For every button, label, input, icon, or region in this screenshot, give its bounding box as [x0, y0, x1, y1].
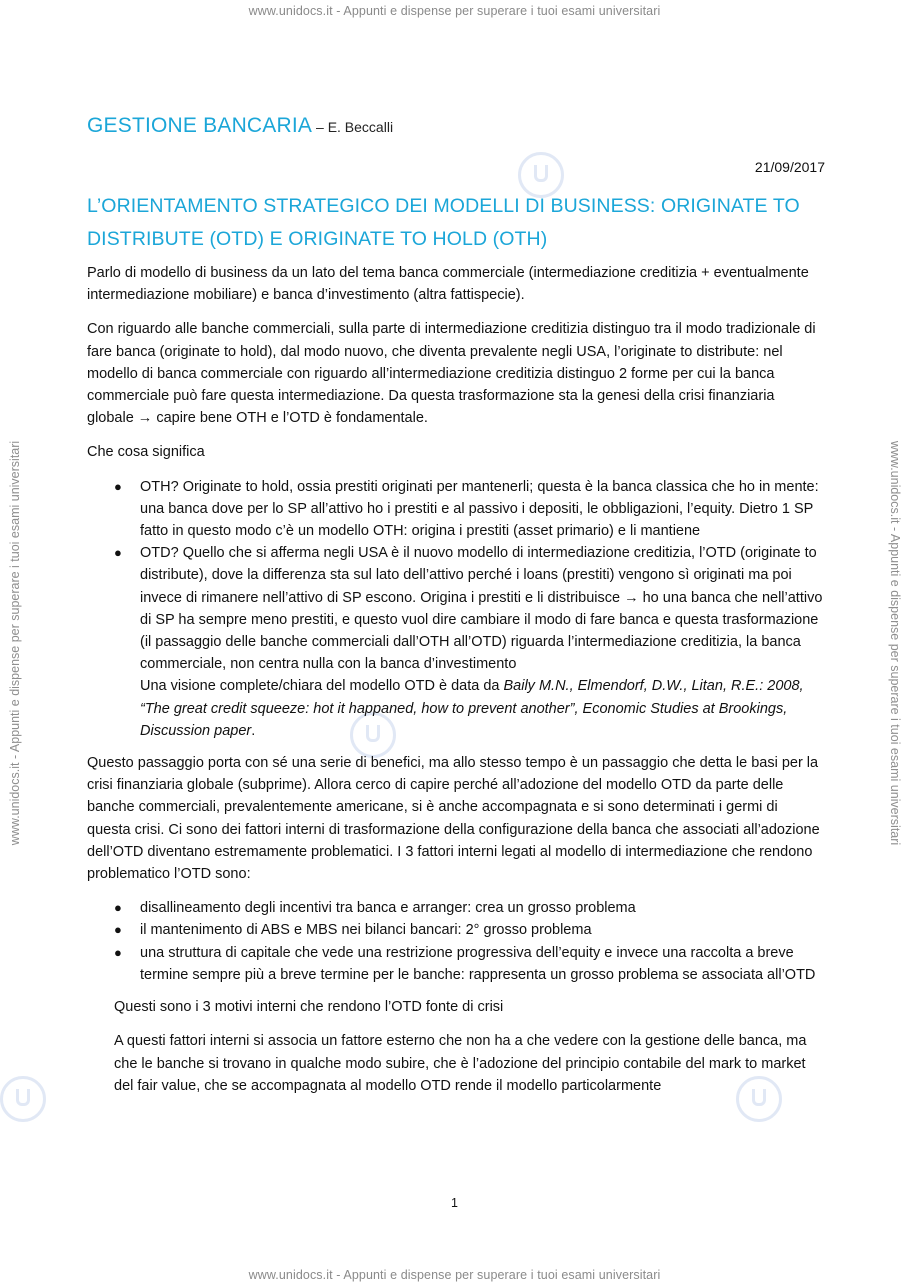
section-heading: L’ORIENTAMENTO STRATEGICO DEI MODELLI DI BUSINESS: ORIGINATE TO DISTRIBUTE (OTD) E ORIGINATE TO HOLD (OTH) [87, 195, 800, 250]
paragraph-3: Che cosa significa [87, 444, 205, 461]
paragraph-1: Parlo di modello di business da un lato del tema banca commerciale (intermediazione creditizia + eventualmente intermediazione mobiliare) e banca d’investimento (altra fattispecie). [87, 265, 809, 304]
list-item [114, 542, 825, 742]
paragraph-6: A questi fattori interni si associa un fattore esterno che non ha a che vedere con la gestione delle banca, ma che le banche si trovano in qualche modo subire, che è l’adozione del principio contabile del mark to market del fair value, che se accompagnata al modello OTD rende il modello particolarmente [114, 1033, 807, 1094]
reference-citation: Baily M.N., Elmendorf, D.W., Litan, R.E.: 2008, “The great credit squeeze: hot it happaned, how to prevent another”, Economic Studies at Brookings, Discussion paper [140, 678, 804, 739]
list-item [114, 897, 825, 919]
unidocs-logo-icon [0, 1076, 46, 1122]
title-main: GESTIONE BANCARIA [87, 114, 313, 137]
bullet-icon: ● [114, 478, 122, 494]
list-item [114, 919, 825, 941]
reference-end: . [251, 722, 256, 739]
reference-intro: Una visione complete/chiara del modello OTD è data da [140, 678, 504, 695]
list-item-text: OTD? Quello che si afferma negli USA è il nuovo modello di intermediazione creditizia, l’OTD (originate to distribute), dove la differenza sta sul lato dell’attivo perché i loans (prestiti) vengono sì originati ma poi invece di rimanere nell’attivo di SP escono. Origina i prestiti e li distribuisce → ho una banca che nell’attivo di SP ha sempre meno prestiti, e questo vuol dire cambiare il modo di fare banca e questa trasformazione (il passaggio delle banche commerciali dall’OTH all’OTD) riguarda l’intermediazione creditizia, la banca commerciale, non centra nulla con la banca d’investimento [140, 545, 823, 673]
document-date: 21/09/2017 [754, 159, 825, 175]
list-oth-otd [87, 476, 825, 742]
list-item-text: OTH? Originate to hold, ossia prestiti originati per mantenerli; questa è la banca classica che ho in mente: una banca dove per lo SP all’attivo ho i prestiti e al passivo i depositi, le obbligazioni, l’equity. Dietro 1 SP fatto in questo modo c’è un modello OTH: origina i prestiti (asset primario) e li mantiene [140, 478, 819, 540]
bullet-icon: ● [114, 545, 122, 561]
watermark-right: www.unidocs.it - Appunti e dispense per superare i tuoi esami universitari [888, 440, 902, 846]
list-item [114, 476, 825, 543]
list-item [114, 942, 825, 986]
bullet-icon: ● [114, 922, 122, 938]
watermark-left: www.unidocs.it - Appunti e dispense per superare i tuoi esami universitari [8, 440, 22, 846]
watermark-bottom: www.unidocs.it - Appunti e dispense per superare i tuoi esami universitari [248, 1268, 661, 1282]
bullet-icon: ● [114, 944, 122, 960]
paragraph-4: Questo passaggio porta con sé una serie di benefici, ma allo stesso tempo è un passaggio che detta le basi per la crisi finanziaria globale (subprime). Allora cerco di capire perché all’adozione del modello OTD da parte delle banche commerciali, prevalentemente americane, si è anche accompagnata e si sono determinati i germi di questa crisi. Ci sono dei fattori interni di trasformazione della configurazione della banca che associati all’adozione dell’OTD diventano estremamente problematici. I 3 fattori interni legati al modello di intermediazione che rendono problematico l’OTD sono: [87, 755, 820, 883]
paragraph-5: Questi sono i 3 motivi interni che rendono l’OTD fonte di crisi [114, 999, 504, 1016]
list-item-text: disallineamento degli incentivi tra banca e arranger: crea un grosso problema [140, 900, 636, 917]
paragraph-2: Con riguardo alle banche commerciali, sulla parte di intermediazione creditizia distinguo tra il modo tradizionale di fare banca (originate to hold), dal modo nuovo, che diventa prevalente negli USA, l’originate to distribute: nel modello di banca commerciale con riguardo all’intermediazione creditizia distinguo 2 forme per cui la banca commerciale può fare questa intermediazione. Da questa trasformazione sta la genesi della crisi finanziaria globale → capire bene OTH e l’OTD è fondamentale. [87, 321, 816, 427]
document-page [87, 110, 825, 1109]
list-item-text: il mantenimento di ABS e MBS nei bilanci bancari: 2° grosso problema [140, 922, 592, 939]
document-title [87, 110, 825, 146]
page-number: 1 [451, 1196, 458, 1210]
list-internal-factors [87, 897, 825, 986]
title-author: – E. Beccalli [312, 119, 394, 135]
bullet-icon: ● [114, 900, 122, 916]
watermark-top: www.unidocs.it - Appunti e dispense per superare i tuoi esami universitari [248, 4, 661, 18]
list-item-text: una struttura di capitale che vede una restrizione progressiva dell’equity e invece una raccolta a breve termine sempre più a breve termine per le banche: rappresenta un grosso problema se associata all’OTD [140, 944, 816, 983]
